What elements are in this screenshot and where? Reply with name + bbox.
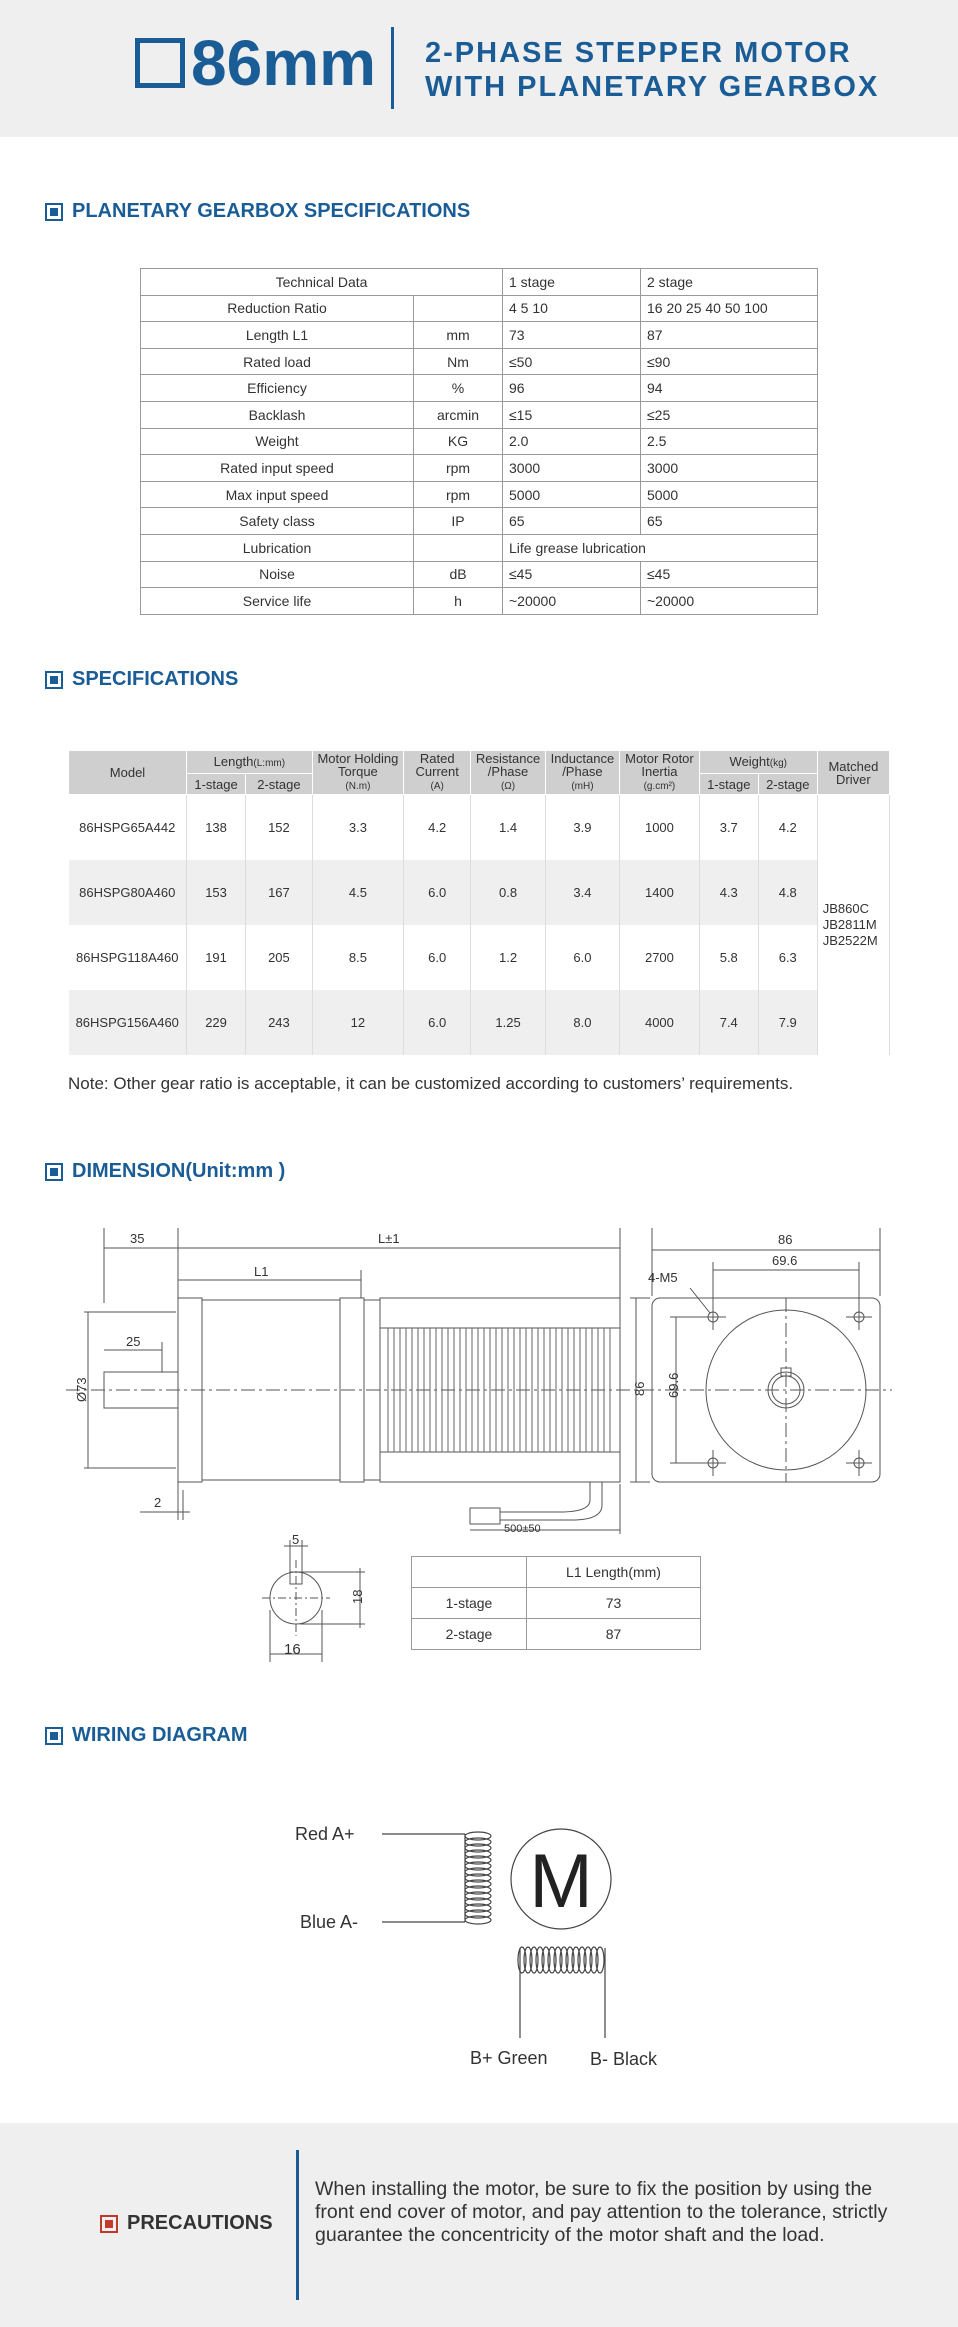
table-row	[141, 428, 818, 455]
spec-cell-torque: 12	[312, 990, 403, 1055]
section-title: PLANETARY GEARBOX SPECIFICATIONS	[72, 200, 471, 222]
spec-cell-w1: 5.8	[699, 925, 758, 990]
dim-69-6-top: 69.6	[772, 1253, 798, 1268]
spec-cell-l2: 152	[246, 795, 313, 861]
spec-cell-l2: 243	[246, 990, 313, 1055]
header-weight-label: Weight	[729, 753, 770, 769]
table-cell: ~20000	[503, 588, 641, 615]
section-title: DIMENSION(Unit:mm )	[72, 1160, 286, 1182]
spec-cell-w2: 6.3	[758, 925, 817, 990]
wiring-diagram	[0, 1790, 958, 2090]
section-heading-wiring	[45, 1724, 248, 1747]
table-cell: IP	[414, 508, 503, 535]
dim-500: 500±50	[504, 1523, 541, 1535]
table-row	[69, 860, 890, 925]
table-cell: Rated input speed	[141, 455, 414, 482]
header-torque	[312, 751, 403, 795]
table-cell: ≤45	[503, 561, 641, 588]
dim-l1: L1	[254, 1264, 269, 1279]
spec-cell-current: 6.0	[404, 860, 471, 925]
header-weight-stage2: 2-stage	[758, 774, 817, 795]
table-cell: Reduction Ratio	[141, 295, 414, 322]
dim-86-top: 86	[778, 1232, 793, 1247]
table-row	[141, 588, 818, 615]
spec-cell-ind: 6.0	[545, 925, 619, 990]
table-cell: rpm	[414, 455, 503, 482]
table-cell: 16 20 25 40 50 100	[641, 295, 818, 322]
table-row	[141, 375, 818, 402]
table-row	[141, 401, 818, 428]
header-inductance-label: Inductance /Phase	[550, 751, 615, 779]
matched-driver-cell	[817, 795, 889, 1056]
header-cell: 2 stage	[641, 269, 818, 296]
table-cell: Length L1	[141, 322, 414, 349]
driver-name: JB2811M	[822, 917, 877, 932]
spec-cell-w1: 4.3	[699, 860, 758, 925]
gearbox-spec-table	[140, 268, 818, 615]
dim-2: 2	[154, 1495, 162, 1510]
dim-86-side: 86	[632, 1381, 647, 1396]
l1-value: 87	[527, 1619, 701, 1650]
dim-25: 25	[126, 1334, 141, 1349]
table-cell: 87	[641, 322, 818, 349]
table-cell: 5000	[641, 481, 818, 508]
l1-stage: 2-stage	[412, 1619, 527, 1650]
section-square-icon	[45, 1727, 63, 1745]
section-heading-gearbox	[45, 200, 470, 223]
spec-cell-inertia: 4000	[620, 990, 700, 1055]
spec-cell-l2: 167	[246, 860, 313, 925]
spec-cell-w2: 7.9	[758, 990, 817, 1055]
spec-cell-torque: 8.5	[312, 925, 403, 990]
section-title: WIRING DIAGRAM	[72, 1724, 248, 1746]
spec-cell-model: 86HSPG80A460	[69, 860, 187, 925]
spec-cell-ind: 3.9	[545, 795, 619, 861]
product-title-line2: WITH PLANETARY GEARBOX	[425, 71, 880, 103]
table-cell: 4 5 10	[503, 295, 641, 322]
header-length-stage1: 1-stage	[186, 774, 245, 795]
spec-cell-ind: 8.0	[545, 990, 619, 1055]
table-cell: 65	[641, 508, 818, 535]
wire-red-a-plus: Red A+	[295, 1824, 355, 1844]
wire-green-b-plus: B+ Green	[470, 2048, 548, 2068]
table-cell: ≤90	[641, 348, 818, 375]
spec-cell-current: 6.0	[404, 990, 471, 1055]
section-square-icon	[45, 203, 63, 221]
table-cell: ≤25	[641, 401, 818, 428]
spec-cell-l2: 205	[246, 925, 313, 990]
table-row	[141, 534, 818, 561]
spec-cell-w2: 4.2	[758, 795, 817, 861]
table-cell: arcmin	[414, 401, 503, 428]
spec-cell-inertia: 2700	[620, 925, 700, 990]
motor-spec-table	[68, 750, 890, 1055]
square-frame-icon	[135, 38, 185, 88]
table-cell: Max input speed	[141, 481, 414, 508]
table-row	[69, 795, 890, 861]
table-cell: 2.0	[503, 428, 641, 455]
header-cell: Technical Data	[141, 269, 503, 296]
spec-cell-l1: 153	[186, 860, 245, 925]
section-square-icon	[45, 1163, 63, 1181]
table-row	[141, 481, 818, 508]
l1-table-header: L1 Length(mm)	[527, 1557, 701, 1588]
section-heading-dimension	[45, 1160, 285, 1183]
table-cell: ≤50	[503, 348, 641, 375]
header-weight-stage1: 1-stage	[699, 774, 758, 795]
spec-cell-res: 0.8	[471, 860, 545, 925]
header-inertia-label: Motor Rotor Inertia	[625, 751, 694, 779]
table-cell: Life grease lubrication	[503, 534, 818, 561]
header-weight-unit: (kg)	[769, 757, 787, 769]
table-row	[69, 925, 890, 990]
spec-cell-model: 86HSPG118A460	[69, 925, 187, 990]
spec-cell-current: 6.0	[404, 925, 471, 990]
table-cell: Noise	[141, 561, 414, 588]
header-length	[186, 751, 312, 774]
coil-b-turn	[596, 1947, 604, 1973]
header-divider	[391, 27, 394, 109]
table-cell: ≤15	[503, 401, 641, 428]
table-cell: ≤45	[641, 561, 818, 588]
table-cell: Service life	[141, 588, 414, 615]
header-inertia-unit: (g.cm²)	[643, 781, 676, 792]
table-cell: 2.5	[641, 428, 818, 455]
dim-16: 16	[284, 1641, 301, 1658]
table-cell: Lubrication	[141, 534, 414, 561]
section-heading-specifications	[45, 668, 238, 691]
table-row	[141, 348, 818, 375]
table-row	[69, 990, 890, 1055]
customization-note: Note: Other gear ratio is acceptable, it can be customized according to customers’ requirements.	[68, 1074, 794, 1093]
table-cell: Rated load	[141, 348, 414, 375]
dim-5: 5	[292, 1532, 300, 1547]
coil-a-turn	[465, 1916, 491, 1924]
table-row	[141, 508, 818, 535]
driver-name: JB860C	[822, 901, 870, 916]
spec-cell-model: 86HSPG156A460	[69, 990, 187, 1055]
wire-black-b-minus: B- Black	[590, 2049, 658, 2069]
table-cell: 65	[503, 508, 641, 535]
table-cell: 5000	[503, 481, 641, 508]
spec-cell-l1: 138	[186, 795, 245, 861]
table-cell: ~20000	[641, 588, 818, 615]
spec-cell-l1: 191	[186, 925, 245, 990]
l1-length-table	[411, 1556, 701, 1650]
spec-cell-inertia: 1000	[620, 795, 700, 861]
dim-69-6-side: 69.6	[666, 1372, 681, 1398]
table-cell: Backlash	[141, 401, 414, 428]
page-header	[0, 0, 958, 137]
driver-name: JB2522M	[822, 933, 878, 948]
spec-cell-ind: 3.4	[545, 860, 619, 925]
header-weight	[699, 751, 817, 774]
warning-square-icon	[100, 2215, 118, 2233]
table-cell: Weight	[141, 428, 414, 455]
table-cell: h	[414, 588, 503, 615]
spec-cell-torque: 3.3	[312, 795, 403, 861]
spec-cell-l1: 229	[186, 990, 245, 1055]
header-torque-label: Motor Holding Torque	[317, 751, 399, 779]
table-row	[141, 455, 818, 482]
spec-cell-current: 4.2	[404, 795, 471, 861]
spec-cell-res: 1.25	[471, 990, 545, 1055]
dim-4-m5: 4-M5	[648, 1270, 678, 1285]
table-cell: 3000	[641, 455, 818, 482]
l1-stage: 1-stage	[412, 1588, 527, 1619]
spec-cell-w2: 4.8	[758, 860, 817, 925]
wire-blue-a-minus: Blue A-	[300, 1912, 359, 1932]
spec-cell-model: 86HSPG65A442	[69, 795, 187, 861]
table-header-row	[141, 269, 818, 296]
header-inductance	[545, 751, 619, 795]
dim-35: 35	[130, 1231, 145, 1246]
precautions-divider	[296, 2150, 299, 2300]
table-cell	[414, 295, 503, 322]
dim-18: 18	[350, 1589, 365, 1604]
table-cell: 3000	[503, 455, 641, 482]
table-cell: Efficiency	[141, 375, 414, 402]
header-cell: 1 stage	[503, 269, 641, 296]
spec-cell-torque: 4.5	[312, 860, 403, 925]
spec-cell-w1: 7.4	[699, 990, 758, 1055]
table-cell: KG	[414, 428, 503, 455]
header-model: Model	[69, 751, 187, 795]
table-cell: dB	[414, 561, 503, 588]
table-cell: Nm	[414, 348, 503, 375]
header-length-label: Length	[213, 753, 254, 769]
header-inductance-unit: (mH)	[571, 781, 594, 792]
header-torque-unit: (N.m)	[345, 781, 371, 792]
section-title: SPECIFICATIONS	[72, 668, 239, 690]
table-cell	[414, 534, 503, 561]
header-inertia	[620, 751, 700, 795]
motor-size-label: 86mm	[191, 27, 376, 99]
table-cell: 94	[641, 375, 818, 402]
table-row	[141, 561, 818, 588]
spec-cell-w1: 3.7	[699, 795, 758, 861]
motor-symbol: M	[529, 1839, 593, 1924]
dim-73: Ø73	[74, 1377, 89, 1402]
header-resistance	[471, 751, 545, 795]
precautions-heading	[100, 2212, 273, 2235]
table-cell: 96	[503, 375, 641, 402]
table-cell: rpm	[414, 481, 503, 508]
spec-cell-res: 1.2	[471, 925, 545, 990]
header-current	[404, 751, 471, 795]
header-driver: Matched Driver	[817, 751, 889, 795]
table-row	[141, 295, 818, 322]
table-cell: mm	[414, 322, 503, 349]
product-title	[425, 36, 879, 104]
table-row	[141, 322, 818, 349]
header-length-unit: (L:mm)	[253, 757, 286, 769]
header-length-stage2: 2-stage	[246, 774, 313, 795]
precautions-text: When installing the motor, be sure to fix the position by using the front end cover of motor, and pay attention to the tolerance, strictly guarantee the concentricity of the motor shaft and the load.	[315, 2178, 888, 2246]
precautions-title: PRECAUTIONS	[127, 2212, 273, 2234]
dim-l: L±1	[378, 1231, 400, 1246]
header-current-unit: (A)	[430, 781, 444, 792]
header-current-label: Rated Current	[415, 751, 459, 779]
l1-table-corner	[412, 1557, 527, 1588]
l1-value: 73	[527, 1588, 701, 1619]
spec-cell-res: 1.4	[471, 795, 545, 861]
table-cell: %	[414, 375, 503, 402]
spec-cell-inertia: 1400	[620, 860, 700, 925]
header-resistance-unit: (Ω)	[500, 781, 516, 792]
section-square-icon	[45, 671, 63, 689]
table-cell: Safety class	[141, 508, 414, 535]
motor-size-title	[135, 26, 376, 100]
product-title-line1: 2-PHASE STEPPER MOTOR	[425, 37, 852, 69]
table-cell: 73	[503, 322, 641, 349]
header-resistance-label: Resistance /Phase	[475, 751, 541, 779]
